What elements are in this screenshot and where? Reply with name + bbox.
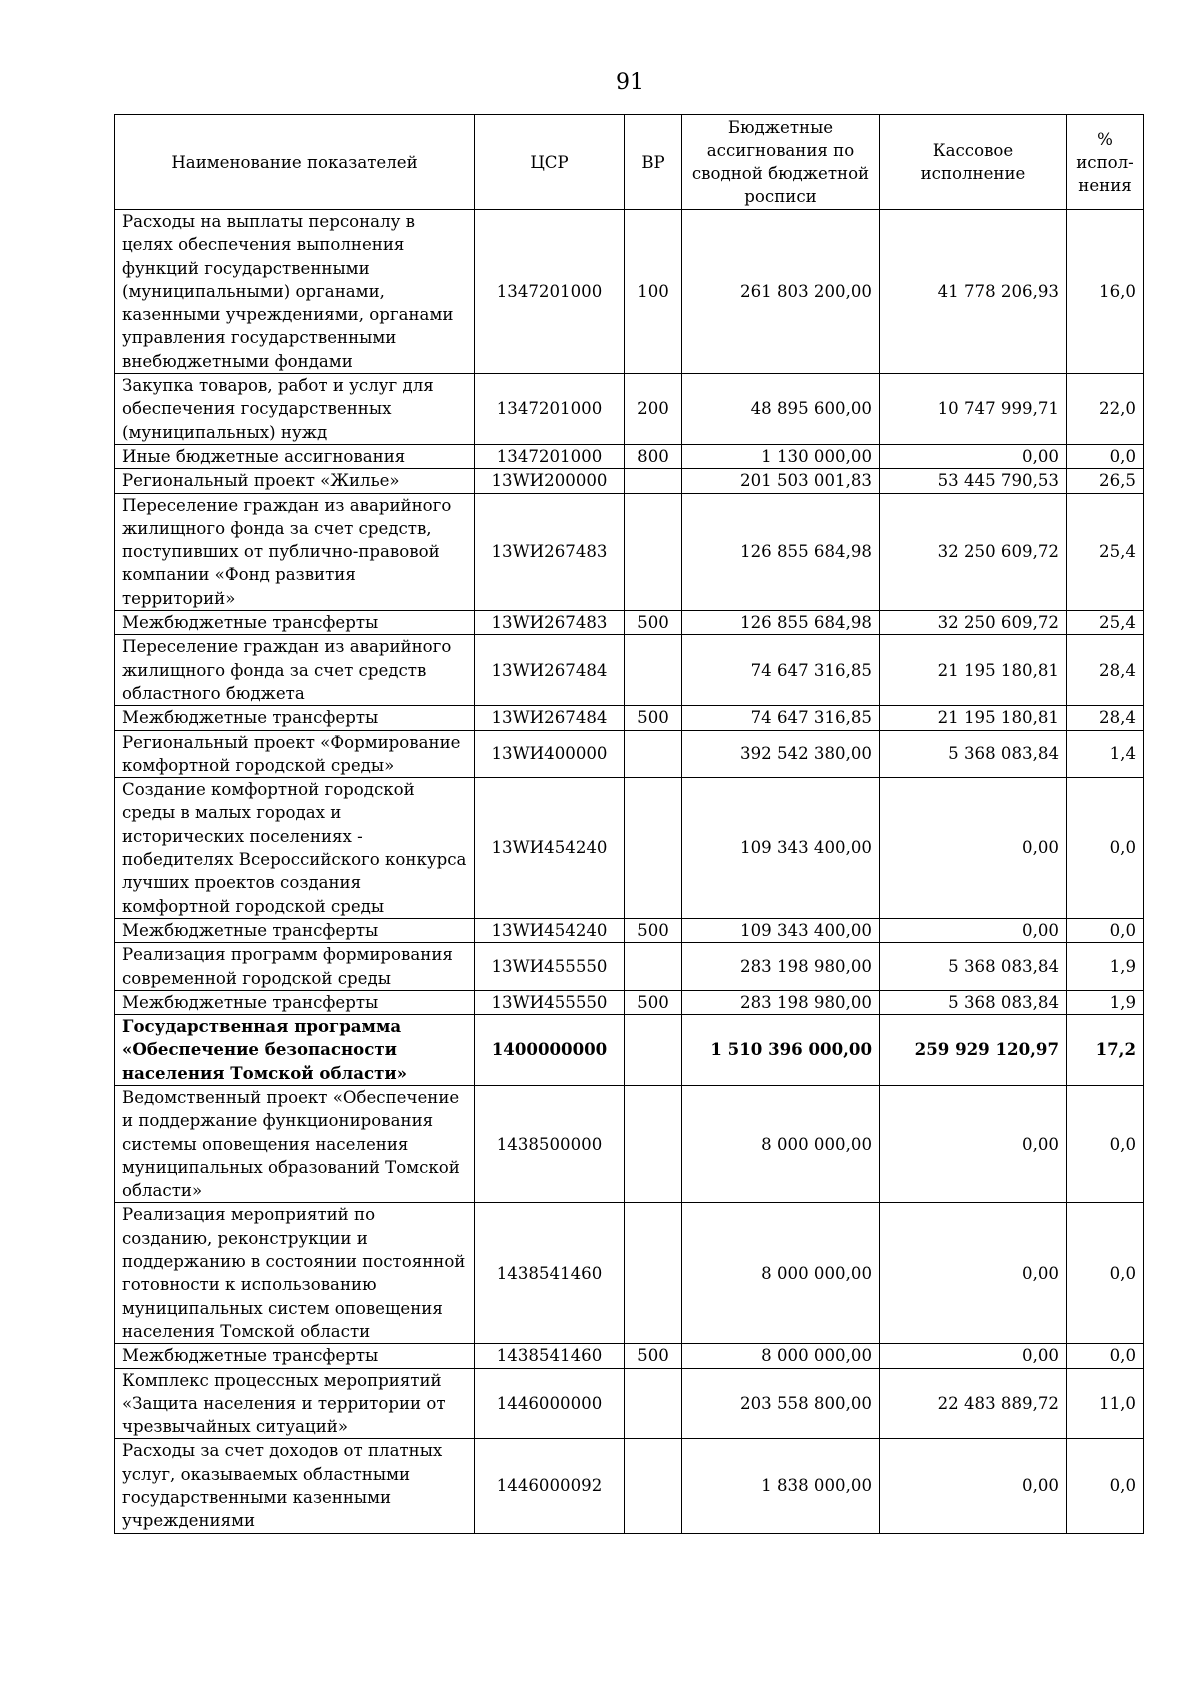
cell-budget-assignments: 283 198 980,00 <box>682 990 880 1014</box>
cell-execution-percent: 22,0 <box>1067 374 1144 445</box>
cell-vr: 200 <box>625 374 682 445</box>
cell-vr <box>625 1203 682 1344</box>
cell-budget-assignments: 283 198 980,00 <box>682 943 880 991</box>
header-csr: ЦСР <box>475 115 625 210</box>
header-execution-percent: % испол-нения <box>1067 115 1144 210</box>
table-row <box>115 778 1144 919</box>
cell-vr <box>625 1015 682 1086</box>
header-vr: ВР <box>625 115 682 210</box>
cell-execution-percent: 0,0 <box>1067 1085 1144 1202</box>
cell-name: Государственная программа «Обеспечение безопасности населения Томской области» <box>115 1015 475 1086</box>
cell-name: Переселение граждан из аварийного жилищного фонда за счет средств областного бюджета <box>115 635 475 706</box>
cell-cash-execution: 0,00 <box>880 444 1067 468</box>
cell-csr: 13WИ267484 <box>475 706 625 730</box>
cell-execution-percent: 1,9 <box>1067 990 1144 1014</box>
cell-cash-execution: 10 747 999,71 <box>880 374 1067 445</box>
cell-execution-percent: 17,2 <box>1067 1015 1144 1086</box>
cell-execution-percent: 0,0 <box>1067 444 1144 468</box>
table-row <box>115 210 1144 374</box>
cell-name: Региональный проект «Жилье» <box>115 469 475 493</box>
cell-vr <box>625 493 682 610</box>
table-row <box>115 493 1144 610</box>
cell-execution-percent: 0,0 <box>1067 918 1144 942</box>
cell-budget-assignments: 201 503 001,83 <box>682 469 880 493</box>
cell-csr: 1438500000 <box>475 1085 625 1202</box>
cell-csr: 13WИ454240 <box>475 778 625 919</box>
cell-budget-assignments: 126 855 684,98 <box>682 611 880 635</box>
cell-cash-execution: 32 250 609,72 <box>880 493 1067 610</box>
cell-name: Реализация программ формирования современной городской среды <box>115 943 475 991</box>
table-row <box>115 1085 1144 1202</box>
table-row <box>115 990 1144 1014</box>
cell-csr: 13WИ455550 <box>475 990 625 1014</box>
cell-budget-assignments: 1 838 000,00 <box>682 1439 880 1533</box>
cell-cash-execution: 5 368 083,84 <box>880 990 1067 1014</box>
cell-name: Межбюджетные трансферты <box>115 918 475 942</box>
cell-vr: 500 <box>625 706 682 730</box>
cell-vr: 500 <box>625 918 682 942</box>
cell-cash-execution: 41 778 206,93 <box>880 210 1067 374</box>
cell-budget-assignments: 261 803 200,00 <box>682 210 880 374</box>
table-row <box>115 1368 1144 1439</box>
cell-csr: 1347201000 <box>475 210 625 374</box>
cell-vr: 500 <box>625 990 682 1014</box>
table-row <box>115 1439 1144 1533</box>
cell-vr: 100 <box>625 210 682 374</box>
table-row <box>115 943 1144 991</box>
cell-execution-percent: 1,4 <box>1067 730 1144 778</box>
cell-cash-execution: 0,00 <box>880 918 1067 942</box>
table-header-row <box>115 115 1144 210</box>
cell-budget-assignments: 1 510 396 000,00 <box>682 1015 880 1086</box>
cell-cash-execution: 0,00 <box>880 1439 1067 1533</box>
cell-name: Межбюджетные трансферты <box>115 706 475 730</box>
cell-vr <box>625 730 682 778</box>
cell-csr: 13WИ267483 <box>475 611 625 635</box>
table-row <box>115 611 1144 635</box>
cell-name: Межбюджетные трансферты <box>115 611 475 635</box>
cell-execution-percent: 0,0 <box>1067 1203 1144 1344</box>
table-body <box>115 210 1144 1534</box>
cell-execution-percent: 1,9 <box>1067 943 1144 991</box>
table-row <box>115 635 1144 706</box>
cell-budget-assignments: 8 000 000,00 <box>682 1344 880 1368</box>
cell-name: Ведомственный проект «Обеспечение и поддержание функционирования системы оповещения населения муниципальных образований Томской области» <box>115 1085 475 1202</box>
cell-execution-percent: 0,0 <box>1067 1344 1144 1368</box>
table-row <box>115 1344 1144 1368</box>
cell-name: Комплекс процессных мероприятий «Защита населения и территории от чрезвычайных ситуаций» <box>115 1368 475 1439</box>
cell-csr: 1446000092 <box>475 1439 625 1533</box>
table-row <box>115 918 1144 942</box>
cell-vr: 500 <box>625 611 682 635</box>
cell-vr: 800 <box>625 444 682 468</box>
table-row <box>115 1015 1144 1086</box>
cell-budget-assignments: 203 558 800,00 <box>682 1368 880 1439</box>
cell-vr <box>625 1439 682 1533</box>
cell-name: Создание комфортной городской среды в малых городах и исторических поселениях - победителях Всероссийского конкурса лучших проектов создания комфортной городской среды <box>115 778 475 919</box>
cell-execution-percent: 28,4 <box>1067 706 1144 730</box>
cell-vr <box>625 778 682 919</box>
cell-csr: 1400000000 <box>475 1015 625 1086</box>
cell-execution-percent: 26,5 <box>1067 469 1144 493</box>
cell-cash-execution: 0,00 <box>880 1344 1067 1368</box>
cell-csr: 1438541460 <box>475 1344 625 1368</box>
cell-csr: 1347201000 <box>475 374 625 445</box>
cell-name: Иные бюджетные ассигнования <box>115 444 475 468</box>
cell-budget-assignments: 48 895 600,00 <box>682 374 880 445</box>
cell-budget-assignments: 74 647 316,85 <box>682 706 880 730</box>
cell-vr <box>625 635 682 706</box>
page-number: 91 <box>616 70 644 95</box>
cell-budget-assignments: 74 647 316,85 <box>682 635 880 706</box>
cell-csr: 13WИ400000 <box>475 730 625 778</box>
cell-vr <box>625 1368 682 1439</box>
cell-name: Межбюджетные трансферты <box>115 1344 475 1368</box>
cell-csr: 13WИ455550 <box>475 943 625 991</box>
header-name: Наименование показателей <box>115 115 475 210</box>
cell-name: Межбюджетные трансферты <box>115 990 475 1014</box>
cell-name: Расходы на выплаты персоналу в целях обеспечения выполнения функций государственными (муниципальными) органами, казенными учреждениями, органами управления государственными внебюджетными фондами <box>115 210 475 374</box>
cell-budget-assignments: 126 855 684,98 <box>682 493 880 610</box>
cell-cash-execution: 21 195 180,81 <box>880 635 1067 706</box>
cell-cash-execution: 21 195 180,81 <box>880 706 1067 730</box>
header-cash-execution: Кассовое исполнение <box>880 115 1067 210</box>
table-row <box>115 469 1144 493</box>
cell-cash-execution: 0,00 <box>880 1203 1067 1344</box>
cell-execution-percent: 25,4 <box>1067 493 1144 610</box>
cell-cash-execution: 22 483 889,72 <box>880 1368 1067 1439</box>
table-row <box>115 374 1144 445</box>
cell-budget-assignments: 392 542 380,00 <box>682 730 880 778</box>
cell-budget-assignments: 8 000 000,00 <box>682 1203 880 1344</box>
cell-vr: 500 <box>625 1344 682 1368</box>
cell-csr: 13WИ267483 <box>475 493 625 610</box>
cell-cash-execution: 32 250 609,72 <box>880 611 1067 635</box>
cell-cash-execution: 53 445 790,53 <box>880 469 1067 493</box>
cell-budget-assignments: 8 000 000,00 <box>682 1085 880 1202</box>
cell-execution-percent: 0,0 <box>1067 778 1144 919</box>
header-budget-assignments: Бюджетные ассигнования по сводной бюджетной росписи <box>682 115 880 210</box>
cell-csr: 1347201000 <box>475 444 625 468</box>
cell-name: Закупка товаров, работ и услуг для обеспечения государственных (муниципальных) нужд <box>115 374 475 445</box>
cell-execution-percent: 16,0 <box>1067 210 1144 374</box>
cell-execution-percent: 28,4 <box>1067 635 1144 706</box>
table-row <box>115 1203 1144 1344</box>
table-row <box>115 730 1144 778</box>
cell-vr <box>625 1085 682 1202</box>
cell-cash-execution: 259 929 120,97 <box>880 1015 1067 1086</box>
cell-csr: 13WИ454240 <box>475 918 625 942</box>
cell-execution-percent: 11,0 <box>1067 1368 1144 1439</box>
cell-budget-assignments: 109 343 400,00 <box>682 778 880 919</box>
cell-budget-assignments: 1 130 000,00 <box>682 444 880 468</box>
cell-name: Реализация мероприятий по созданию, реконструкции и поддержанию в состоянии постоянной готовности к использованию муниципальных систем оповещения населения Томской области <box>115 1203 475 1344</box>
table-row <box>115 706 1144 730</box>
cell-cash-execution: 5 368 083,84 <box>880 730 1067 778</box>
cell-csr: 13WИ200000 <box>475 469 625 493</box>
budget-execution-table <box>114 114 1144 1534</box>
cell-csr: 1446000000 <box>475 1368 625 1439</box>
table-row <box>115 444 1144 468</box>
cell-cash-execution: 5 368 083,84 <box>880 943 1067 991</box>
cell-cash-execution: 0,00 <box>880 1085 1067 1202</box>
cell-name: Переселение граждан из аварийного жилищного фонда за счет средств, поступивших от публично-правовой компании «Фонд развития территорий» <box>115 493 475 610</box>
cell-csr: 13WИ267484 <box>475 635 625 706</box>
cell-vr <box>625 943 682 991</box>
cell-execution-percent: 0,0 <box>1067 1439 1144 1533</box>
cell-execution-percent: 25,4 <box>1067 611 1144 635</box>
cell-name: Расходы за счет доходов от платных услуг, оказываемых областными государственными казенными учреждениями <box>115 1439 475 1533</box>
cell-name: Региональный проект «Формирование комфортной городской среды» <box>115 730 475 778</box>
cell-cash-execution: 0,00 <box>880 778 1067 919</box>
cell-budget-assignments: 109 343 400,00 <box>682 918 880 942</box>
cell-csr: 1438541460 <box>475 1203 625 1344</box>
cell-vr <box>625 469 682 493</box>
